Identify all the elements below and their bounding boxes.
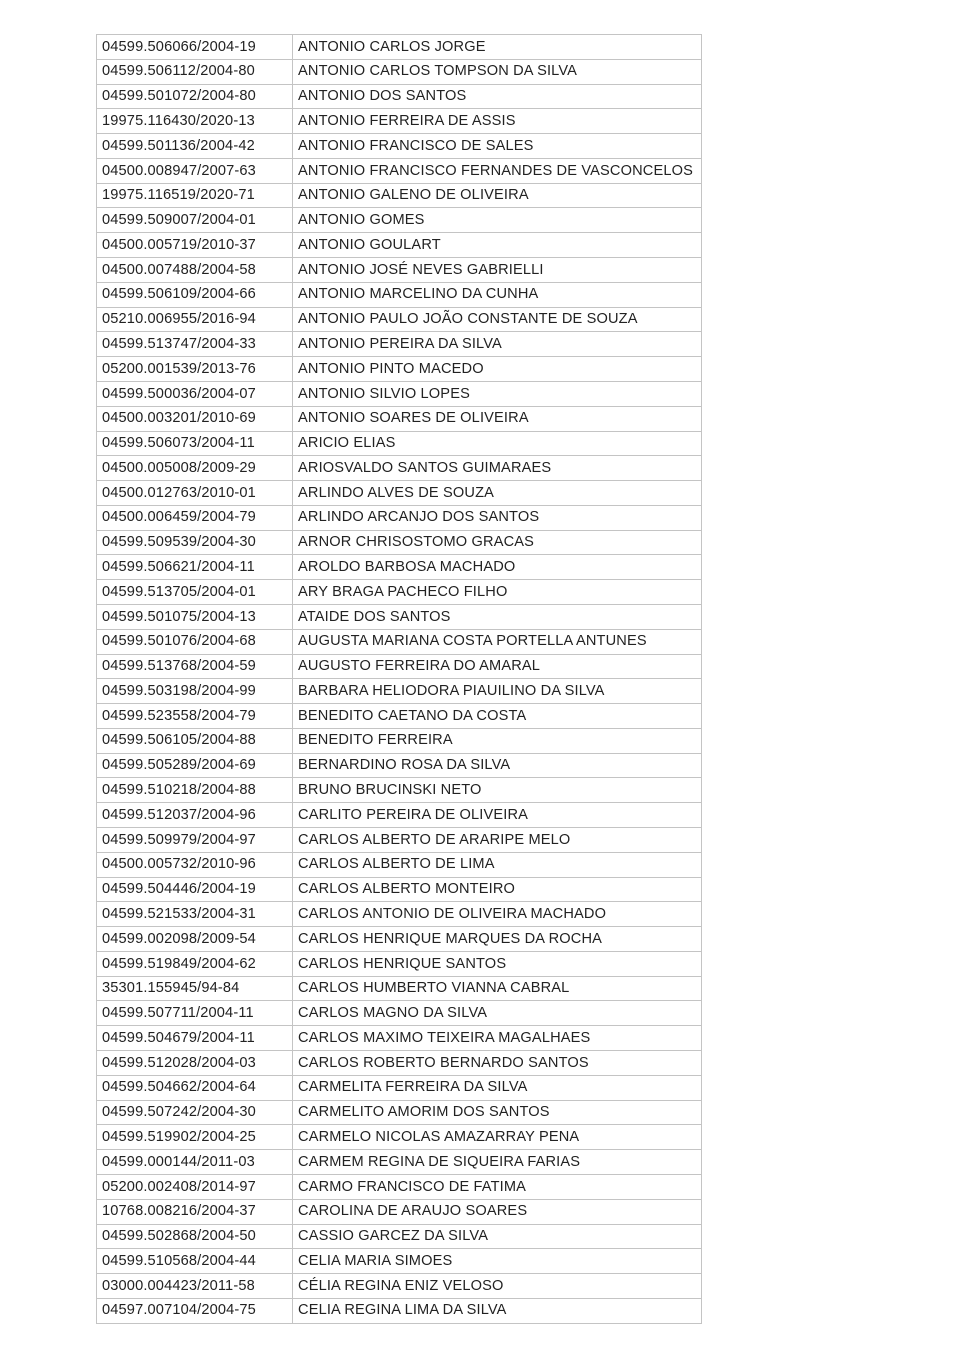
table-row	[97, 852, 702, 877]
process-number-cell: 19975.116519/2020-71	[97, 183, 293, 208]
process-number-cell: 10768.008216/2004-37	[97, 1199, 293, 1224]
process-number-cell: 04599.509007/2004-01	[97, 208, 293, 233]
process-number-cell: 04599.506109/2004-66	[97, 282, 293, 307]
table-row	[97, 1051, 702, 1076]
table-row	[97, 1100, 702, 1125]
table-row	[97, 1001, 702, 1026]
table-row	[97, 481, 702, 506]
table-row	[97, 704, 702, 729]
table-row	[97, 381, 702, 406]
table-row	[97, 1224, 702, 1249]
process-number-cell: 04599.510218/2004-88	[97, 778, 293, 803]
person-name-cell: CARLOS HENRIQUE MARQUES DA ROCHA	[293, 927, 702, 952]
person-name-cell: ANTONIO PINTO MACEDO	[293, 357, 702, 382]
process-number-cell: 04599.506066/2004-19	[97, 35, 293, 60]
person-name-cell: ANTONIO GOULART	[293, 233, 702, 258]
table-row	[97, 109, 702, 134]
process-number-cell: 04599.504446/2004-19	[97, 877, 293, 902]
records-table	[96, 34, 702, 1324]
table-row	[97, 753, 702, 778]
table-row	[97, 530, 702, 555]
process-number-cell: 04599.519849/2004-62	[97, 951, 293, 976]
table-row	[97, 1249, 702, 1274]
process-number-cell: 04599.504662/2004-64	[97, 1075, 293, 1100]
table-row	[97, 679, 702, 704]
process-number-cell: 04599.500036/2004-07	[97, 381, 293, 406]
table-row	[97, 332, 702, 357]
person-name-cell: BERNARDINO ROSA DA SILVA	[293, 753, 702, 778]
table-row	[97, 258, 702, 283]
process-number-cell: 04500.006459/2004-79	[97, 505, 293, 530]
table-row	[97, 208, 702, 233]
person-name-cell: ANTONIO GALENO DE OLIVEIRA	[293, 183, 702, 208]
table-row	[97, 1150, 702, 1175]
table-row	[97, 728, 702, 753]
process-number-cell: 04599.507711/2004-11	[97, 1001, 293, 1026]
process-number-cell: 04599.506105/2004-88	[97, 728, 293, 753]
person-name-cell: ARICIO ELIAS	[293, 431, 702, 456]
process-number-cell: 04599.504679/2004-11	[97, 1026, 293, 1051]
process-number-cell: 04599.513768/2004-59	[97, 654, 293, 679]
table-row	[97, 505, 702, 530]
person-name-cell: BRUNO BRUCINSKI NETO	[293, 778, 702, 803]
table-row	[97, 1075, 702, 1100]
process-number-cell: 04599.506073/2004-11	[97, 431, 293, 456]
table-row	[97, 59, 702, 84]
table-row	[97, 654, 702, 679]
process-number-cell: 04599.519902/2004-25	[97, 1125, 293, 1150]
process-number-cell: 04599.512028/2004-03	[97, 1051, 293, 1076]
process-number-cell: 04500.012763/2010-01	[97, 481, 293, 506]
person-name-cell: BENEDITO CAETANO DA COSTA	[293, 704, 702, 729]
person-name-cell: ARLINDO ARCANJO DOS SANTOS	[293, 505, 702, 530]
table-row	[97, 233, 702, 258]
table-row	[97, 604, 702, 629]
process-number-cell: 04599.002098/2009-54	[97, 927, 293, 952]
person-name-cell: ANTONIO FRANCISCO DE SALES	[293, 134, 702, 159]
person-name-cell: CARLOS ANTONIO DE OLIVEIRA MACHADO	[293, 902, 702, 927]
process-number-cell: 04500.007488/2004-58	[97, 258, 293, 283]
table-row	[97, 877, 702, 902]
process-number-cell: 04500.005732/2010-96	[97, 852, 293, 877]
process-number-cell: 04599.509539/2004-30	[97, 530, 293, 555]
table-row	[97, 902, 702, 927]
process-number-cell: 04599.506112/2004-80	[97, 59, 293, 84]
person-name-cell: CARLITO PEREIRA DE OLIVEIRA	[293, 803, 702, 828]
table-row	[97, 1026, 702, 1051]
process-number-cell: 04599.523558/2004-79	[97, 704, 293, 729]
records-table-body	[97, 35, 702, 1324]
person-name-cell: CAROLINA DE ARAUJO SOARES	[293, 1199, 702, 1224]
person-name-cell: CARMO FRANCISCO DE FATIMA	[293, 1174, 702, 1199]
person-name-cell: ANTONIO FERREIRA DE ASSIS	[293, 109, 702, 134]
process-number-cell: 04599.513747/2004-33	[97, 332, 293, 357]
process-number-cell: 04599.509979/2004-97	[97, 828, 293, 853]
person-name-cell: ANTONIO PEREIRA DA SILVA	[293, 332, 702, 357]
person-name-cell: ARNOR CHRISOSTOMO GRACAS	[293, 530, 702, 555]
table-row	[97, 976, 702, 1001]
process-number-cell: 04500.003201/2010-69	[97, 406, 293, 431]
process-number-cell: 03000.004423/2011-58	[97, 1274, 293, 1299]
process-number-cell: 04500.005719/2010-37	[97, 233, 293, 258]
process-number-cell: 04597.007104/2004-75	[97, 1298, 293, 1323]
person-name-cell: BARBARA HELIODORA PIAUILINO DA SILVA	[293, 679, 702, 704]
process-number-cell: 04599.507242/2004-30	[97, 1100, 293, 1125]
process-number-cell: 04500.005008/2009-29	[97, 456, 293, 481]
process-number-cell: 04599.505289/2004-69	[97, 753, 293, 778]
person-name-cell: ANTONIO CARLOS JORGE	[293, 35, 702, 60]
process-number-cell: 04599.506621/2004-11	[97, 555, 293, 580]
person-name-cell: CARLOS HENRIQUE SANTOS	[293, 951, 702, 976]
process-number-cell: 04599.501076/2004-68	[97, 629, 293, 654]
process-number-cell: 04500.008947/2007-63	[97, 158, 293, 183]
person-name-cell: CARLOS ROBERTO BERNARDO SANTOS	[293, 1051, 702, 1076]
process-number-cell: 05210.006955/2016-94	[97, 307, 293, 332]
person-name-cell: ANTONIO MARCELINO DA CUNHA	[293, 282, 702, 307]
table-row	[97, 183, 702, 208]
process-number-cell: 05200.002408/2014-97	[97, 1174, 293, 1199]
person-name-cell: CARLOS ALBERTO DE LIMA	[293, 852, 702, 877]
person-name-cell: ANTONIO JOSÉ NEVES GABRIELLI	[293, 258, 702, 283]
table-row	[97, 828, 702, 853]
person-name-cell: AUGUSTA MARIANA COSTA PORTELLA ANTUNES	[293, 629, 702, 654]
process-number-cell: 04599.503198/2004-99	[97, 679, 293, 704]
process-number-cell: 35301.155945/94-84	[97, 976, 293, 1001]
table-row	[97, 1274, 702, 1299]
person-name-cell: ANTONIO FRANCISCO FERNANDES DE VASCONCELOS	[293, 158, 702, 183]
person-name-cell: CARLOS ALBERTO DE ARARIPE MELO	[293, 828, 702, 853]
table-row	[97, 282, 702, 307]
person-name-cell: CELIA MARIA SIMOES	[293, 1249, 702, 1274]
table-row	[97, 1199, 702, 1224]
table-row	[97, 1298, 702, 1323]
person-name-cell: AROLDO BARBOSA MACHADO	[293, 555, 702, 580]
person-name-cell: ANTONIO GOMES	[293, 208, 702, 233]
process-number-cell: 04599.502868/2004-50	[97, 1224, 293, 1249]
table-row	[97, 158, 702, 183]
table-row	[97, 778, 702, 803]
table-row	[97, 307, 702, 332]
person-name-cell: CARMELO NICOLAS AMAZARRAY PENA	[293, 1125, 702, 1150]
process-number-cell: 04599.000144/2011-03	[97, 1150, 293, 1175]
person-name-cell: ANTONIO CARLOS TOMPSON DA SILVA	[293, 59, 702, 84]
person-name-cell: ANTONIO PAULO JOÃO CONSTANTE DE SOUZA	[293, 307, 702, 332]
person-name-cell: CARLOS HUMBERTO VIANNA CABRAL	[293, 976, 702, 1001]
process-number-cell: 04599.501075/2004-13	[97, 604, 293, 629]
table-row	[97, 927, 702, 952]
process-number-cell: 05200.001539/2013-76	[97, 357, 293, 382]
person-name-cell: ARIOSVALDO SANTOS GUIMARAES	[293, 456, 702, 481]
table-row	[97, 629, 702, 654]
table-row	[97, 35, 702, 60]
person-name-cell: CASSIO GARCEZ DA SILVA	[293, 1224, 702, 1249]
person-name-cell: CARMEM REGINA DE SIQUEIRA FARIAS	[293, 1150, 702, 1175]
person-name-cell: ANTONIO SILVIO LOPES	[293, 381, 702, 406]
person-name-cell: CELIA REGINA LIMA DA SILVA	[293, 1298, 702, 1323]
person-name-cell: CÉLIA REGINA ENIZ VELOSO	[293, 1274, 702, 1299]
process-number-cell: 04599.521533/2004-31	[97, 902, 293, 927]
person-name-cell: CARLOS MAGNO DA SILVA	[293, 1001, 702, 1026]
table-row	[97, 406, 702, 431]
table-row	[97, 580, 702, 605]
person-name-cell: CARLOS ALBERTO MONTEIRO	[293, 877, 702, 902]
table-row	[97, 134, 702, 159]
person-name-cell: ARY BRAGA PACHECO FILHO	[293, 580, 702, 605]
process-number-cell: 04599.513705/2004-01	[97, 580, 293, 605]
person-name-cell: CARLOS MAXIMO TEIXEIRA MAGALHAES	[293, 1026, 702, 1051]
table-row	[97, 555, 702, 580]
person-name-cell: CARMELITO AMORIM DOS SANTOS	[293, 1100, 702, 1125]
person-name-cell: ATAIDE DOS SANTOS	[293, 604, 702, 629]
table-row	[97, 951, 702, 976]
process-number-cell: 04599.512037/2004-96	[97, 803, 293, 828]
process-number-cell: 04599.510568/2004-44	[97, 1249, 293, 1274]
person-name-cell: CARMELITA FERREIRA DA SILVA	[293, 1075, 702, 1100]
person-name-cell: ANTONIO DOS SANTOS	[293, 84, 702, 109]
person-name-cell: ARLINDO ALVES DE SOUZA	[293, 481, 702, 506]
table-row	[97, 357, 702, 382]
table-row	[97, 84, 702, 109]
table-row	[97, 456, 702, 481]
table-row	[97, 1125, 702, 1150]
process-number-cell: 04599.501072/2004-80	[97, 84, 293, 109]
table-row	[97, 1174, 702, 1199]
process-number-cell: 19975.116430/2020-13	[97, 109, 293, 134]
process-number-cell: 04599.501136/2004-42	[97, 134, 293, 159]
person-name-cell: BENEDITO FERREIRA	[293, 728, 702, 753]
table-row	[97, 803, 702, 828]
table-row	[97, 431, 702, 456]
person-name-cell: ANTONIO SOARES DE OLIVEIRA	[293, 406, 702, 431]
person-name-cell: AUGUSTO FERREIRA DO AMARAL	[293, 654, 702, 679]
